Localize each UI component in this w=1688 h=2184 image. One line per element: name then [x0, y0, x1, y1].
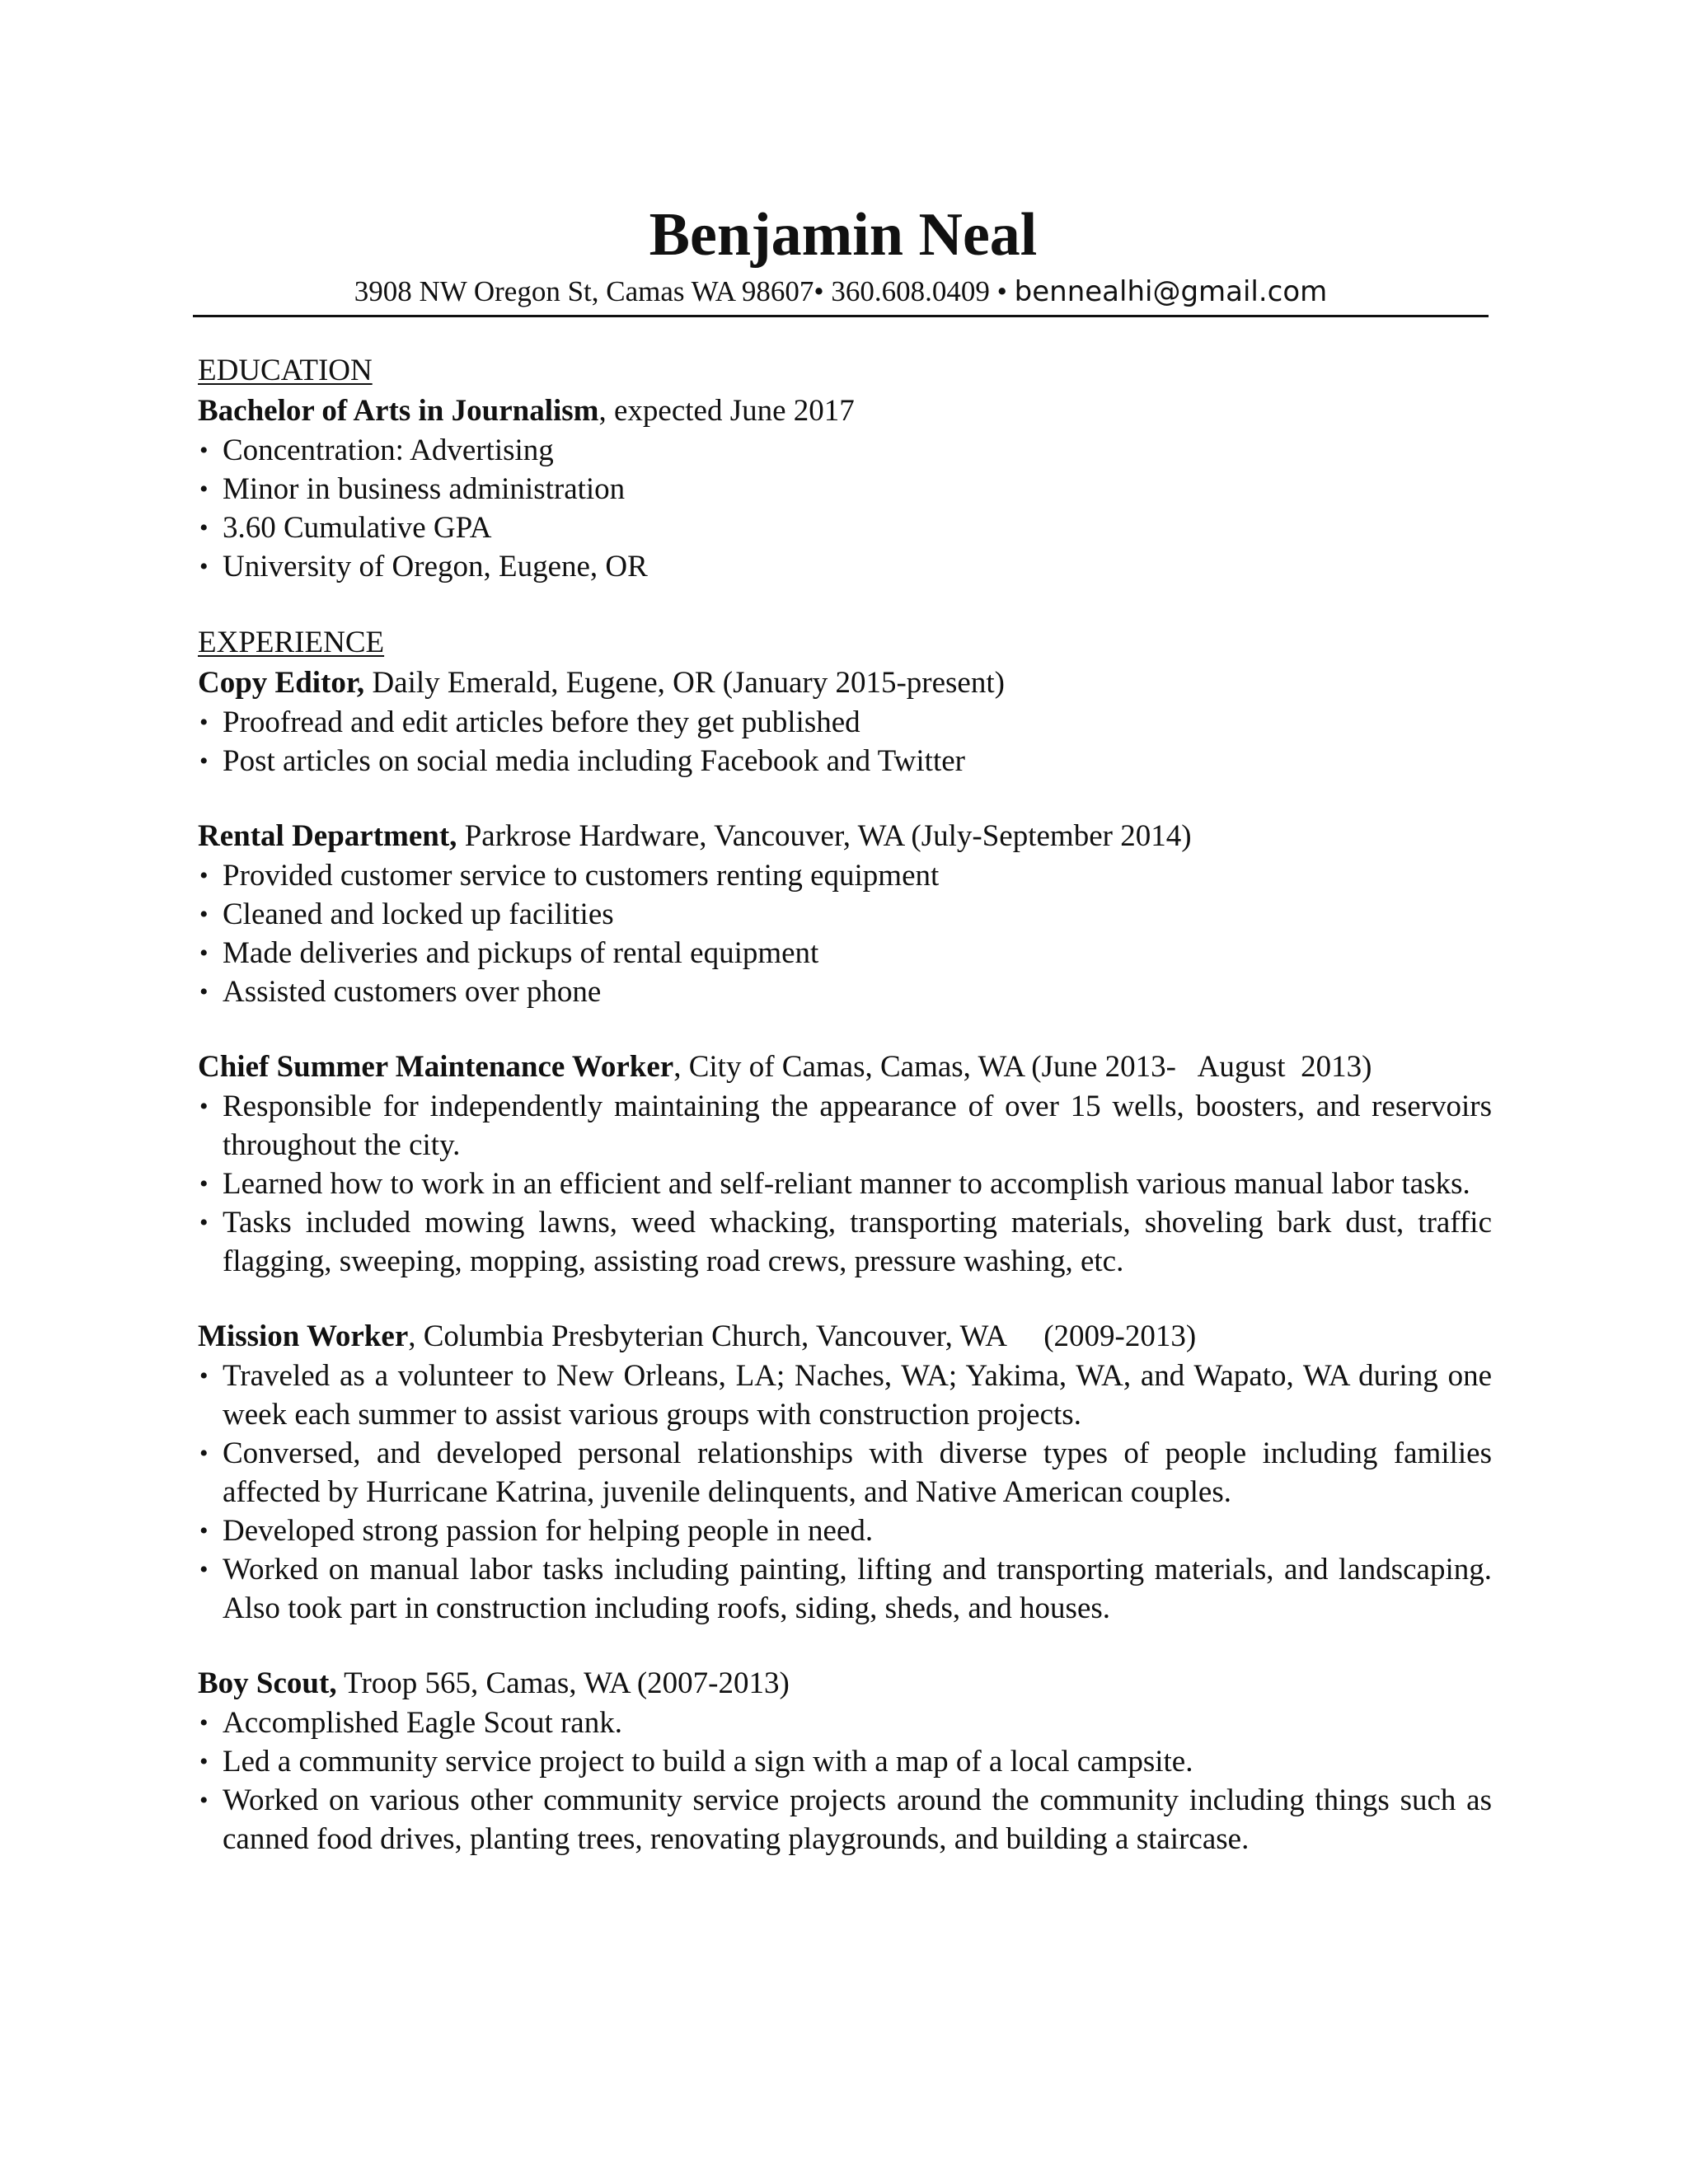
list-item: • 3.60 Cumulative GPA [198, 509, 1492, 547]
job-heading [198, 1316, 1489, 1357]
list-item: • Responsible for independently maintaining the appearance of over 15 wells, boosters, and reservoirs throughout the city. [198, 1087, 1492, 1165]
list-item: • Cleaned and locked up facilities [198, 895, 1492, 934]
candidate-name: Benjamin Neal [649, 201, 1038, 269]
list-item: • Conversed, and developed personal relationships with diverse types of people including families affected by Hurricane Katrina, juvenile delinquents, and Native American couples. [198, 1434, 1492, 1511]
contact-line [193, 272, 1489, 317]
job-role: Chief Summer Maintenance Worker [198, 1050, 674, 1084]
job-details: , Columbia Presbyterian Church, Vancouver, WA (2009-2013) [408, 1319, 1197, 1353]
bullet-icon: • [199, 1556, 209, 1583]
bullet-icon: • [199, 862, 209, 889]
bullet-icon: • [199, 1209, 209, 1236]
bullet-icon: • [199, 901, 209, 928]
bullet-icon: • [199, 1362, 209, 1390]
job-role: Rental Department, [198, 819, 457, 853]
job-details: Troop 565, Camas, WA (2007-2013) [336, 1666, 790, 1700]
bullet-icon: • [199, 1787, 209, 1814]
job-bullets [198, 1357, 1492, 1628]
list-item: • Post articles on social media including Facebook and Twitter [198, 742, 1492, 780]
bullet-icon: • [199, 940, 209, 967]
bullet-icon: • [199, 1517, 209, 1544]
experience-section [198, 622, 1492, 1858]
list-item: • Led a community service project to build a sign with a map of a local campsite. [198, 1742, 1492, 1781]
bullet-icon: • [199, 748, 209, 775]
job-bullets [198, 1704, 1492, 1858]
education-heading: EDUCATION [198, 354, 373, 387]
list-item: • Worked on manual labor tasks including painting, lifting and transporting materials, and landscaping. Also took part in construction including roofs, siding, sheds, and houses. [198, 1550, 1492, 1628]
list-item: • Assisted customers over phone [198, 972, 1492, 1011]
bullet-icon: • [199, 514, 209, 541]
job-entry-rental-department [198, 816, 1489, 1011]
degree-date: , expected June 2017 [598, 394, 855, 428]
bullet-icon: • [199, 476, 209, 503]
degree-line [198, 391, 1489, 431]
degree-title: Bachelor of Arts in Journalism [198, 394, 599, 428]
job-role: Copy Editor, [198, 666, 365, 700]
job-details: Parkrose Hardware, Vancouver, WA (July-September 2014) [457, 819, 1192, 853]
list-item: • Concentration: Advertising [198, 431, 1492, 470]
experience-heading: EXPERIENCE [198, 626, 385, 659]
job-role: Boy Scout, [198, 1666, 337, 1700]
job-bullets [198, 1087, 1492, 1281]
job-heading [198, 1047, 1489, 1087]
list-item: • Minor in business administration [198, 470, 1492, 509]
education-bullets [198, 431, 1489, 586]
list-item: • Worked on various other community service projects around the community including things such as canned food drives, planting trees, renovating playgrounds, and building a staircase. [198, 1781, 1492, 1858]
list-item: • Proofread and edit articles before they get published [198, 703, 1492, 742]
bullet-icon: • [199, 1440, 209, 1467]
list-item: • Tasks included mowing lawns, weed whacking, transporting materials, shoveling bark dust, traffic flagging, sweeping, mopping, assisting road crews, pressure washing, etc. [198, 1203, 1492, 1281]
bullet-icon: • [199, 1093, 209, 1120]
bullet-icon: • [199, 437, 209, 464]
bullet-icon: • [199, 1748, 209, 1775]
job-entry-copy-editor [198, 663, 1489, 780]
job-bullets [198, 856, 1489, 1011]
job-details: , City of Camas, Camas, WA (June 2013- August 2013) [673, 1050, 1372, 1084]
job-details: Daily Emerald, Eugene, OR (January 2015-present) [364, 666, 1005, 700]
list-item: • Learned how to work in an efficient and self-reliant manner to accomplish various manual labor tasks. [198, 1165, 1492, 1203]
list-item: • Provided customer service to customers renting equipment [198, 856, 1492, 895]
bullet-icon: • [199, 1709, 209, 1736]
job-entry-mission-worker [198, 1316, 1492, 1628]
job-entry-boy-scout [198, 1663, 1492, 1858]
job-bullets [198, 703, 1489, 780]
list-item: • Made deliveries and pickups of rental equipment [198, 934, 1492, 972]
resume-page [198, 198, 1492, 1858]
list-item: • Accomplished Eagle Scout rank. [198, 1704, 1492, 1742]
bullet-icon: • [199, 709, 209, 736]
job-entry-maintenance-worker [198, 1047, 1492, 1281]
job-heading [198, 816, 1489, 856]
job-heading [198, 1663, 1489, 1704]
list-item: • University of Oregon, Eugene, OR [198, 547, 1492, 586]
list-item: • Traveled as a volunteer to New Orleans, LA; Naches, WA; Yakima, WA, and Wapato, WA during one week each summer to assist various groups with construction projects. [198, 1357, 1492, 1434]
contact-email: bennealhi@gmail.com [1014, 275, 1328, 308]
education-section [198, 350, 1489, 586]
bullet-icon: • [199, 553, 209, 580]
bullet-icon: • [199, 978, 209, 1005]
bullet-icon: • [199, 1170, 209, 1197]
job-heading [198, 663, 1489, 703]
job-role: Mission Worker [198, 1319, 409, 1353]
list-item: • Developed strong passion for helping people in need. [198, 1511, 1492, 1550]
contact-address-phone: 3908 NW Oregon St, Camas WA 98607• 360.608.0409 • [354, 275, 1015, 307]
